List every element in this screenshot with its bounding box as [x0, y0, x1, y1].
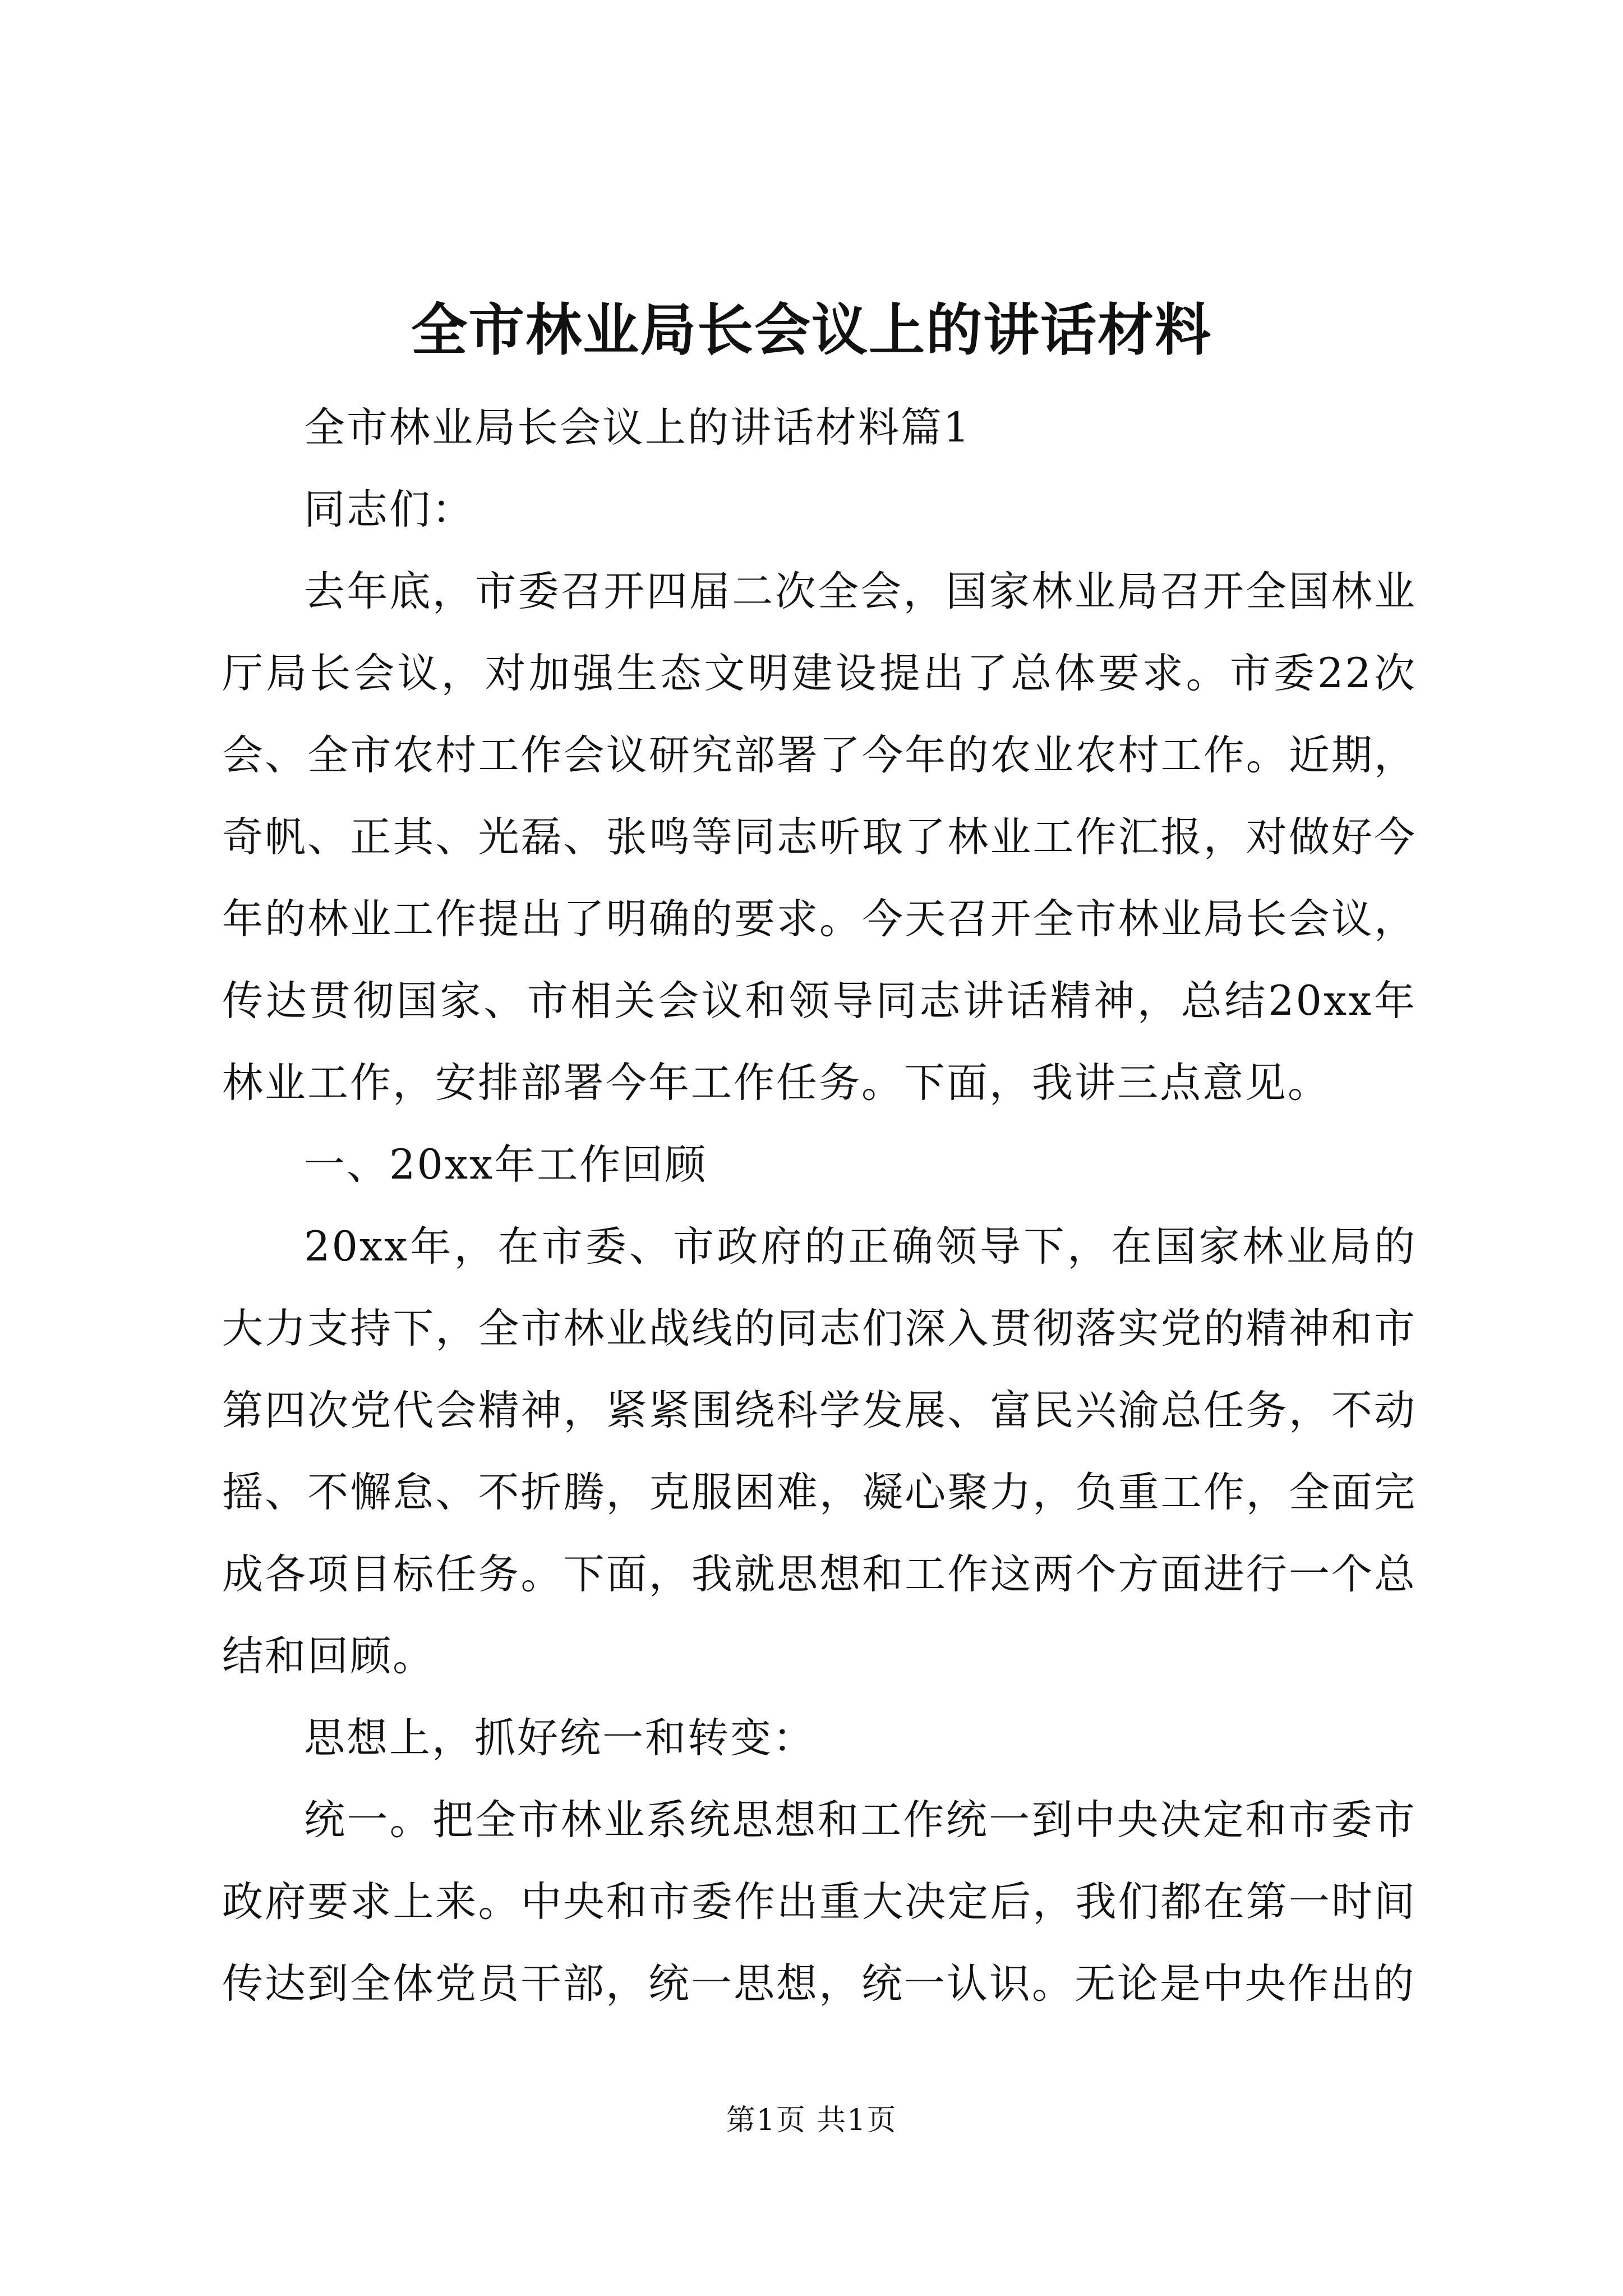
paragraph-intro: 去年底，市委召开四届二次全会，国家林业局召开全国林业厅局长会议，对加强生态文明建设提出了总体要求。市委22次会、全市农村工作会议研究部署了今年的农业农村工作。近期，奇帆、正其、光磊、张鸣等同志听取了林业工作汇报，对做好今年的林业工作提出了明确的要求。今天召开全市林业局长会议，传达贯彻国家、市相关会议和领导同志讲话精神，总结20xx年林业工作，安排部署今年工作任务。下面，我讲三点意见。 — [222, 568, 1417, 1107]
paragraph-unification: 统一。把全市林业系统思想和工作统一到中央决定和市委市政府要求上来。中央和市委作出重大决定后，我们都在第一时间传达到全体党员干部，统一思想，统一认识。无论是中央作出的 — [222, 1796, 1417, 2008]
paragraph-subtitle: 全市林业局长会议上的讲话材料篇1 — [304, 404, 971, 452]
paragraph-thought-heading: 思想上，抓好统一和转变： — [304, 1714, 815, 1762]
document-title: 全市林业局长会议上的讲话材料 — [411, 297, 1212, 363]
paragraph-review: 20xx年，在市委、市政府的正确领导下，在国家林业局的大力支持下，全市林业战线的同志们深入贯彻落实党的精神和市第四次党代会精神，紧紧围绕科学发展、富民兴渝总任务，不动摇、不懈怠、不折腾，克服困难，凝心聚力，负重工作，全面完成各项目标任务。下面，我就思想和工作这两个方面进行一个总结和回顾。 — [222, 1223, 1417, 1680]
document-body — [222, 387, 1417, 2025]
section-heading: 一、20xx年工作回顾 — [304, 1141, 708, 1189]
page-footer: 第1页 共1页 — [726, 2104, 897, 2137]
paragraph-salutation: 同志们： — [304, 486, 474, 533]
